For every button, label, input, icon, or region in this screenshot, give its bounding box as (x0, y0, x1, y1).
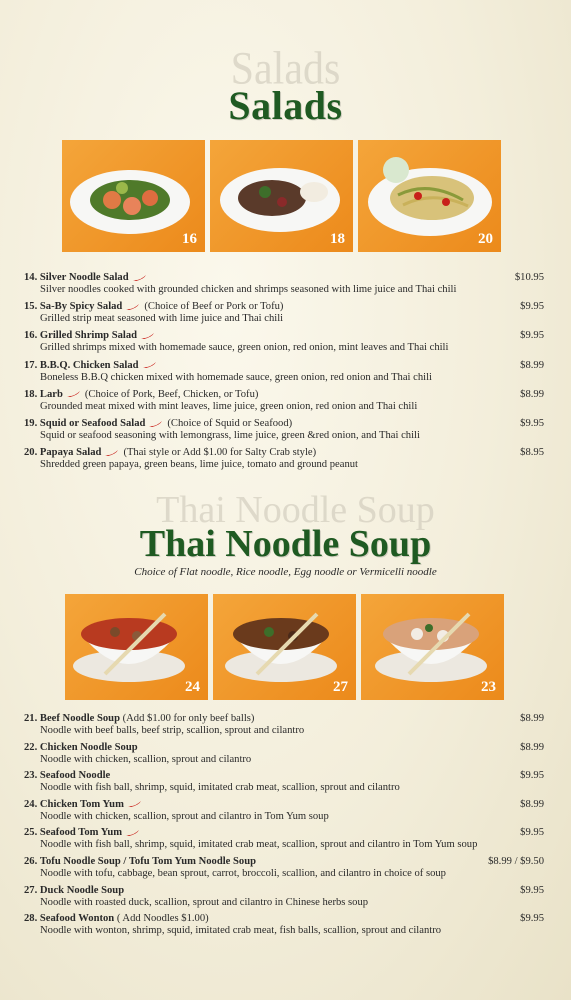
photo-number: 16 (182, 231, 197, 247)
item-price: $9.95 (520, 827, 544, 839)
salads-watermark: Salads (230, 43, 341, 95)
item-name: Chicken Noodle Soup (39, 741, 138, 753)
item-description: Noodle with roasted duck, scallion, sprout and cilantro in Chinese herbs soup (40, 896, 369, 908)
chili-icon (104, 449, 120, 457)
menu-item (24, 360, 544, 389)
item-number: 18. (24, 388, 38, 400)
soup-menu-list (24, 713, 544, 942)
chili-icon (148, 420, 164, 428)
menu-item (24, 330, 544, 359)
menu-item (24, 913, 544, 942)
item-name: Chicken Tom Yum (39, 798, 124, 810)
salad-photo (358, 140, 501, 252)
salad-photo (210, 140, 353, 252)
item-name: B.B.Q. Chicken Salad (39, 359, 139, 371)
salad-photo (62, 140, 205, 252)
item-price: $8.95 (520, 447, 544, 459)
item-price: $8.99 (520, 713, 544, 724)
item-note: (Thai style or Add $1.00 for Salty Crab style) (123, 447, 317, 459)
menu-item (24, 856, 544, 885)
chili-icon (125, 829, 141, 837)
menu-item (24, 389, 544, 418)
item-number: 16. (24, 330, 38, 342)
soup-photo (361, 594, 504, 700)
item-description: Shredded green papaya, green beans, lime juice, tomato and ground peanut (40, 459, 358, 471)
item-name: Beef Noodle Soup (39, 713, 120, 724)
soup-photo-strip (65, 594, 504, 700)
item-name: Squid or Seafood Salad (39, 417, 146, 429)
chili-icon (125, 303, 141, 311)
item-description: Noodle with fish ball, shrimp, squid, imitated crab meat, scallion, sprout and cilantro in Tom Yum soup (40, 839, 478, 851)
item-number: 17. (24, 359, 38, 371)
chili-icon (140, 332, 156, 340)
item-price: $8.99 (520, 798, 544, 810)
menu-item (24, 447, 544, 476)
item-price: $9.95 (520, 884, 544, 896)
item-number: 28. (24, 913, 38, 925)
item-number: 27. (24, 884, 38, 896)
item-price: $8.99 / $9.50 (488, 855, 544, 867)
photo-number: 23 (481, 679, 496, 695)
photo-number: 20 (478, 231, 493, 247)
item-number: 22. (24, 741, 38, 753)
item-description: Grilled strip meat seasoned with lime juice and Thai chili (40, 313, 284, 325)
chili-icon (66, 390, 82, 398)
menu-item (24, 799, 544, 828)
item-note: ( Add Noodles $1.00) (116, 913, 209, 925)
chili-icon (132, 274, 148, 282)
menu-item (24, 742, 544, 771)
menu-item (24, 770, 544, 799)
item-price: $9.95 (520, 417, 544, 429)
item-description: Noodle with chicken, scallion, sprout and cilantro in Tom Yum soup (40, 810, 329, 822)
soup-photo (213, 594, 356, 700)
item-price: $9.95 (520, 301, 544, 313)
soup-watermark: Thai Noodle Soup (156, 489, 435, 531)
item-number: 25. (24, 827, 38, 839)
item-description: Grilled shrimps mixed with homemade sauce, green onion, red onion, mint leaves and Thai chili (40, 342, 449, 354)
item-number: 19. (24, 417, 38, 429)
item-number: 21. (24, 713, 38, 724)
item-description: Squid or seafood seasoning with lemongrass, lime juice, green &red onion, and Thai chili (40, 429, 420, 441)
item-description: Noodle with chicken, scallion, sprout and cilantro (40, 753, 252, 765)
item-number: 26. (24, 855, 38, 867)
item-name: Larb (39, 388, 63, 400)
item-name: Papaya Salad (39, 447, 102, 459)
menu-item (24, 272, 544, 301)
item-name: Grilled Shrimp Salad (39, 330, 138, 342)
item-name: Duck Noodle Soup (39, 884, 125, 896)
item-description: Noodle with fish ball, shrimp, squid, imitated crab meat, scallion, sprout and cilantro (40, 782, 400, 794)
item-number: 20. (24, 447, 38, 459)
salad-photo-strip (62, 140, 501, 252)
item-price: $9.95 (520, 770, 544, 782)
item-number: 23. (24, 770, 38, 782)
item-description: Silver noodles cooked with grounded chicken and shrimps seasoned with lime juice and Thai chili (40, 284, 457, 295)
item-description: Grounded meat mixed with mint leaves, lime juice, green onion, red onion and Thai chili (40, 400, 418, 412)
salad-menu-list (24, 272, 544, 476)
menu-item (24, 827, 544, 856)
item-number: 14. (24, 272, 38, 283)
item-name: Seafood Wonton (39, 913, 115, 925)
item-description: Noodle with wonton, shrimp, squid, imitated crab meat, fish balls, scallion, sprout and cilantro (40, 925, 442, 937)
item-number: 15. (24, 301, 38, 313)
photo-number: 18 (330, 231, 345, 247)
menu-item (24, 301, 544, 330)
item-number: 24. (24, 798, 38, 810)
menu-item (24, 885, 544, 914)
item-price: $8.99 (520, 741, 544, 753)
item-name: Seafood Noodle (39, 770, 111, 782)
menu-item (24, 418, 544, 447)
item-note: (Choice of Pork, Beef, Chicken, or Tofu) (84, 388, 259, 400)
item-price: $8.99 (520, 388, 544, 400)
item-description: Noodle with beef balls, beef strip, scallion, sprout and cilantro (40, 725, 305, 736)
item-price: $9.95 (520, 330, 544, 342)
photo-number: 27 (333, 679, 348, 695)
soup-heading: Thai Noodle Soup (139, 523, 432, 565)
soup-photo (65, 594, 208, 700)
menu-item (24, 713, 544, 742)
soup-subtitle: Choice of Flat noodle, Rice noodle, Egg noodle or Vermicelli noodle (134, 566, 437, 578)
chili-icon (142, 361, 158, 369)
item-description: Noodle with tofu, cabbage, bean sprout, carrot, broccoli, scallion, and cilantro in choice of soup (40, 867, 446, 879)
item-price: $8.99 (520, 359, 544, 371)
chili-icon (127, 800, 143, 808)
item-name: Sa-By Spicy Salad (39, 301, 123, 313)
photo-number: 24 (185, 679, 200, 695)
item-note: (Add $1.00 for only beef balls) (122, 713, 255, 724)
item-name: Seafood Tom Yum (39, 827, 123, 839)
item-price: $9.95 (520, 913, 544, 925)
item-description: Boneless B.B.Q chicken mixed with homemade sauce, green onion, red onion and Thai chili (40, 371, 432, 383)
item-price: $10.95 (514, 272, 544, 283)
item-name: Silver Noodle Salad (39, 272, 129, 283)
item-note: (Choice of Squid or Seafood) (167, 417, 293, 429)
salads-heading: Salads (228, 83, 343, 128)
item-note: (Choice of Beef or Pork or Tofu) (144, 301, 284, 313)
item-name: Tofu Noodle Soup / Tofu Tom Yum Noodle Soup (39, 855, 256, 867)
